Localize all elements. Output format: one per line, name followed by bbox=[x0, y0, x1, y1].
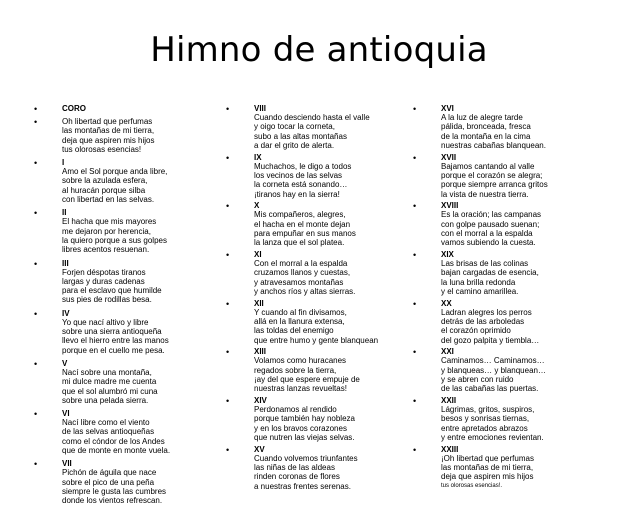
verse-line: rinden coronas de flores bbox=[254, 472, 340, 482]
verse-line: A la luz de alegre tarde bbox=[441, 113, 523, 122]
stanza-column-2 bbox=[226, 104, 408, 494]
bullet-icon: • bbox=[34, 258, 38, 269]
verse-line: ¡Oh libertad que perfumas bbox=[441, 453, 534, 463]
verse-line: Ladran alegres los perros bbox=[441, 307, 532, 317]
verse-line: porque el corazón se alegra; bbox=[441, 170, 543, 180]
verse-line: y atravesamos montañas bbox=[254, 277, 344, 287]
verse-line: vamos subiendo la cuesta. bbox=[441, 238, 536, 248]
verse-line: deja que aspiren mis hijos bbox=[62, 135, 155, 145]
stanza-number: X bbox=[254, 201, 260, 211]
verse-line: entre apretados abrazos bbox=[441, 423, 528, 433]
verse-line: sus pies de rodillas besa. bbox=[62, 295, 152, 305]
bullet-icon: • bbox=[226, 347, 230, 358]
verse-line: me dejaron por herencia, bbox=[62, 226, 151, 236]
stanza bbox=[34, 208, 216, 254]
verse-line: y blanqueas… y blanquean… bbox=[441, 365, 546, 375]
bullet-icon: • bbox=[34, 158, 38, 169]
stanza bbox=[34, 309, 216, 355]
bullet-icon: • bbox=[34, 358, 38, 369]
stanza bbox=[34, 259, 216, 305]
verse-line: las montañas de mi tierra, bbox=[441, 463, 534, 473]
bullet-icon: • bbox=[34, 104, 38, 114]
verse-line: Cuando volvemos triunfantes bbox=[254, 453, 358, 463]
verse-line: subo a las altas montañas bbox=[254, 131, 347, 141]
stanza bbox=[226, 250, 408, 296]
verse-line: el hacha en el monte dejan bbox=[254, 219, 351, 229]
stanza-number: XX bbox=[441, 298, 452, 308]
stanza-number: XIV bbox=[254, 396, 267, 406]
stanza bbox=[413, 201, 595, 247]
verse-line: a nuestras frentes serenas. bbox=[254, 481, 351, 491]
verse-line: que de monte en monte vuela. bbox=[62, 446, 171, 456]
verse-line: Y cuando al fin divisamos, bbox=[254, 307, 347, 317]
bullet-icon: • bbox=[226, 396, 230, 407]
stanza bbox=[226, 153, 408, 199]
stanza-number: VI bbox=[62, 409, 70, 419]
verse-line: Caminamos… Caminamos… bbox=[441, 356, 545, 366]
stanza bbox=[34, 117, 216, 154]
verse-line: sobre una sierra antioqueña bbox=[62, 327, 162, 337]
verse-line: que entre humo y gente blanquean bbox=[254, 335, 379, 345]
stanza-number: XIII bbox=[254, 347, 267, 357]
verse-line: donde los vientos refrescan. bbox=[62, 496, 163, 506]
verse-line: sobre una pelada sierra. bbox=[62, 395, 149, 405]
verse-line: Nací sobre una montaña, bbox=[62, 367, 152, 377]
verse-line: Volamos como huracanes bbox=[254, 356, 347, 366]
verse-line: de las selvas antioqueñas bbox=[62, 427, 155, 437]
verse-line: y anchos ríos y altas sierras. bbox=[254, 286, 356, 296]
verse-line: nuestras cabañas blanquean. bbox=[441, 140, 546, 150]
bullet-icon: • bbox=[413, 298, 417, 309]
verse-line: para el esclavo que humilde bbox=[62, 286, 162, 296]
verse-line: besos y sonrisas tiernas, bbox=[441, 414, 530, 424]
verse-line: Nací libre como el viento bbox=[62, 418, 150, 428]
stanza bbox=[413, 104, 595, 150]
verse-line: al huracán porque silba bbox=[62, 185, 146, 195]
stanza bbox=[34, 409, 216, 455]
bullet-icon: • bbox=[413, 250, 417, 261]
bullet-icon: • bbox=[34, 117, 38, 127]
stanza-number: V bbox=[62, 358, 68, 368]
verse-line: y en los bravos corazones bbox=[254, 423, 347, 433]
verse-line: Cuando desciendo hasta el valle bbox=[254, 113, 370, 122]
verse-line: la quiero porque a sus golpes bbox=[62, 235, 167, 245]
bullet-icon: • bbox=[34, 308, 38, 319]
stanza bbox=[226, 299, 408, 345]
bullet-icon: • bbox=[226, 104, 230, 114]
verse-line: el corazón oprimido bbox=[441, 326, 511, 336]
verse-line: las niñas de las aldeas bbox=[254, 463, 335, 473]
verse-line: largas y duras cadenas bbox=[62, 276, 145, 286]
verse-line: para empuñar en sus manos bbox=[254, 228, 356, 238]
stanza-number: IX bbox=[254, 152, 262, 162]
stanza-number: XXIII bbox=[441, 444, 459, 454]
stanza-number: III bbox=[62, 258, 69, 268]
verse-line: Muchachos, le digo a todos bbox=[254, 161, 352, 171]
stanza bbox=[413, 445, 595, 491]
verse-line: Lágrimas, gritos, suspiros, bbox=[441, 405, 535, 415]
verse-line: y se abren con ruido bbox=[441, 375, 514, 385]
verse-line: Con el morral a la espalda bbox=[254, 259, 348, 269]
verse-line: la lanza que el sol platea. bbox=[254, 238, 345, 248]
bullet-icon: • bbox=[413, 396, 417, 407]
bullet-icon: • bbox=[413, 444, 417, 455]
verse-line: del gozo palpita y tiembla… bbox=[441, 335, 540, 345]
verse-line: ¡tiranos hay en la sierra! bbox=[254, 189, 340, 199]
verse-line: cruzamos llanos y cuestas, bbox=[254, 268, 351, 278]
verse-line: Es la oración; las campanas bbox=[441, 210, 542, 220]
verse-line: y entre emociones revientan. bbox=[441, 433, 544, 443]
verse-line: Oh libertad que perfumas bbox=[62, 117, 153, 126]
verse-line: llevo el hierro entre las manos bbox=[62, 336, 169, 346]
stanza bbox=[413, 396, 595, 442]
verse-line: ¡ay del que espere empuje de bbox=[254, 375, 360, 385]
verse-line: El hacha que mis mayores bbox=[62, 217, 157, 227]
verse-line: a dar el grito de alerta. bbox=[254, 140, 335, 150]
verse-line: las toldas del enemigo bbox=[254, 326, 334, 336]
verse-line: Pichón de águila que nace bbox=[62, 468, 157, 478]
stanza-number: IV bbox=[62, 308, 70, 318]
stanza-number: XXII bbox=[441, 396, 457, 406]
verse-line: tus olorosas esencias! bbox=[62, 144, 142, 154]
stanza bbox=[413, 153, 595, 199]
verse-line: detrás de las arboledas bbox=[441, 317, 525, 327]
verse-line: las montañas de mi tierra, bbox=[62, 126, 155, 136]
stanza bbox=[226, 445, 408, 491]
verse-line: y el camino amarillea. bbox=[441, 286, 519, 296]
stanza bbox=[34, 104, 216, 113]
bullet-icon: • bbox=[34, 459, 38, 470]
verse-line: de las cabañas las puertas. bbox=[441, 384, 539, 394]
verse-line: con golpe pausado suenan; bbox=[441, 219, 540, 229]
stanza bbox=[413, 347, 595, 393]
stanza-column-3 bbox=[413, 104, 595, 494]
stanza-number: VII bbox=[62, 459, 72, 469]
verse-line: Perdonamos al rendido bbox=[254, 405, 337, 415]
verse-line: de la montaña en la cima bbox=[441, 131, 531, 141]
verse-line: porque siempre arranca gritos bbox=[441, 180, 548, 190]
stanza-number: XII bbox=[254, 298, 264, 308]
verse-line: la vista de nuestra tierra. bbox=[441, 189, 529, 199]
stanza bbox=[34, 158, 216, 204]
bullet-icon: • bbox=[226, 298, 230, 309]
bullet-icon: • bbox=[226, 444, 230, 455]
stanza-number: I bbox=[62, 158, 65, 168]
page-title: Himno de antioquia bbox=[150, 30, 488, 70]
verse-line: sobre el pico de una peña bbox=[62, 477, 155, 487]
verse-line: los vecinos de las selvas bbox=[254, 170, 343, 180]
verse-line: como el cóndor de los Andes bbox=[62, 436, 165, 446]
stanza bbox=[226, 104, 408, 150]
verse-line: sobre la azulada esfera, bbox=[62, 176, 148, 186]
verse-line: que el sol alumbró mi cuna bbox=[62, 386, 158, 396]
verse-line: Forjen déspotas tiranos bbox=[62, 267, 146, 277]
stanza-number: XV bbox=[254, 444, 265, 454]
verse-line: Mis compañeros, alegres, bbox=[254, 210, 346, 220]
verse-line: Las brisas de las colinas bbox=[441, 259, 529, 269]
verse-line: allá en la llanura extensa, bbox=[254, 317, 345, 327]
stanza-number: XI bbox=[254, 250, 262, 260]
verse-line: Yo que nací altivo y libre bbox=[62, 317, 149, 327]
verse-line: bajan cargadas de esencia, bbox=[441, 268, 539, 278]
verse-line: mi dulce madre me cuenta bbox=[62, 377, 157, 387]
verse-line: con el morral a la espalda bbox=[441, 228, 533, 238]
verse-line: deja que aspiren mis hijos bbox=[441, 472, 534, 482]
bullet-icon: • bbox=[413, 104, 417, 114]
bullet-icon: • bbox=[413, 347, 417, 358]
stanza-column-1 bbox=[34, 104, 216, 510]
bullet-icon: • bbox=[413, 201, 417, 212]
verse-line: libres acentos resuenan. bbox=[62, 245, 150, 255]
stanza bbox=[34, 459, 216, 505]
stanza-number: VIII bbox=[254, 104, 267, 113]
verse-line: con libertad en las selvas. bbox=[62, 195, 155, 205]
stanza bbox=[413, 299, 595, 345]
stanza bbox=[226, 201, 408, 247]
verse-line: que nutren las viejas selvas. bbox=[254, 433, 355, 443]
stanza-number: XVII bbox=[441, 152, 457, 162]
verse-line: Amo el Sol porque anda libre, bbox=[62, 167, 168, 177]
verse-line: porque también hay nobleza bbox=[254, 414, 355, 424]
bullet-icon: • bbox=[226, 152, 230, 163]
verse-line: regados sobre la tierra, bbox=[254, 365, 337, 375]
verse-line: porque en el cuello me pesa. bbox=[62, 345, 165, 355]
verse-line: nuestras lanzas revueltas! bbox=[254, 384, 347, 394]
stanza bbox=[226, 396, 408, 442]
stanza-number: II bbox=[62, 208, 67, 218]
bullet-icon: • bbox=[34, 409, 38, 420]
verse-line: la luna brilla redonda bbox=[441, 277, 516, 287]
bullet-icon: • bbox=[226, 250, 230, 261]
bullet-icon: • bbox=[226, 201, 230, 212]
stanza bbox=[413, 250, 595, 296]
bullet-icon: • bbox=[34, 208, 38, 219]
stanza bbox=[226, 347, 408, 393]
verse-line: siempre le gusta las cumbres bbox=[62, 486, 167, 496]
stanza-number: XVIII bbox=[441, 201, 459, 211]
stanza-number: CORO bbox=[62, 104, 86, 113]
verse-line: pálida, bronceada, fresca bbox=[441, 122, 531, 132]
bullet-icon: • bbox=[413, 152, 417, 163]
stanza-number: XIX bbox=[441, 250, 454, 260]
stanza bbox=[34, 359, 216, 405]
stanza-number: XVI bbox=[441, 104, 454, 113]
verse-line: Bajamos cantando al valle bbox=[441, 161, 535, 171]
verse-line: tus olorosas esencias!. bbox=[441, 482, 503, 489]
verse-line: la corneta está sonando… bbox=[254, 180, 348, 190]
stanza-number: XXI bbox=[441, 347, 454, 357]
verse-line: y oigo tocar la corneta, bbox=[254, 122, 335, 132]
